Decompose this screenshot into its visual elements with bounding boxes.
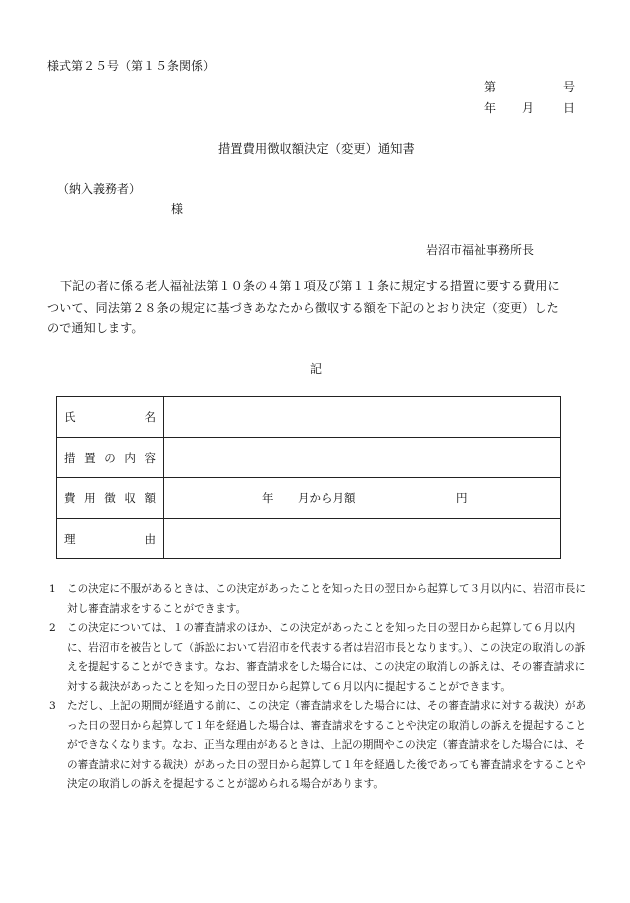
table-row-reason [57,519,561,559]
label-char: 徴 [104,491,116,505]
ki-marker: 記 [310,362,323,376]
note-text: この決定については、１の審査請求のほか、この決定があったことを知った日の翌日から起算して６月以内に、岩沼市を被告として（訴訟において岩沼市を代表する者は岩沼市長となります。）、この決定の取消しの訴えを提起することができます。なお、審査請求をした場合には、この決定の取消しの訴えは、その審査請求に対する裁決があったことを知った日の翌日から起算して６月以内に提起することができます。 [67,622,586,693]
fee-year: 年 [262,491,274,505]
fee-yen: 円 [456,491,468,505]
table-row-content [57,438,561,478]
detail-table [56,396,561,559]
table-row-fee [57,478,561,519]
note-item [49,580,595,619]
label-cell [57,438,164,478]
label-char: 名 [144,410,156,424]
label-reason [64,531,156,547]
label-char: 置 [84,450,96,465]
note-text: この決定に不服があるときは、この決定があったことを知った日の翌日から起算して３月以内に、岩沼市長に対し審査請求をすることができます。 [67,583,586,615]
label-char: 内 [124,450,136,465]
label-fee [64,490,156,506]
label-content [64,450,156,466]
label-cell [57,397,164,438]
label-char: 氏 [64,410,76,424]
label-char: 措 [64,450,76,465]
label-char: 額 [144,491,156,505]
note-item [49,697,595,795]
date-month: 月 [522,101,535,115]
note-text: ただし、上記の期間が経過する前に、この決定（審査請求をした場合には、その審査請求に対する裁決）があった日の翌日から起算して１年を経過した場合は、審査請求をすることや決定の取消しの訴えを提起することができなくなります。なお、正当な理由があるときは、上記の期間やこの決定（審査請求をした場合には、その審査請求に対する裁決）があった日の翌日から起算して１年を経過した後であっても審査請求をすることや決定の取消しの訴えを提起することが認められる場合があります。 [67,700,587,790]
label-name [64,409,156,425]
notes-section [49,580,595,795]
label-char: の [104,450,116,465]
label-char: 用 [84,491,96,505]
form-number: 様式第２５号（第１５条関係） [47,59,216,73]
body-line-3: ので通知します。 [47,321,144,335]
issuer-name: 岩沼市福祉事務所長 [426,243,535,257]
date-day: 日 [563,101,576,115]
note-item [49,619,595,697]
table-row-name [57,397,561,438]
fee-month-text: 月から月額 [298,491,356,505]
note-number: 1 [49,583,56,595]
label-char: 容 [144,450,156,465]
document-title: 措置費用徴収額決定（変更）通知書 [218,142,415,156]
value-cell-fee [164,478,561,519]
note-number: 3 [49,700,56,712]
body-line-2: ついて、同法第２８条の規定に基づきあなたから徴収する額を下記のとおり決定（変更）した [47,301,559,315]
document-number-label: 第 [484,80,497,94]
note-number: 2 [49,622,56,634]
label-char: 由 [144,531,156,546]
recipient-honorific: 様 [171,202,184,216]
label-char: 収 [124,491,136,505]
label-cell [57,519,164,559]
label-cell [57,478,164,519]
value-cell-name [164,397,561,438]
date-year: 年 [484,101,497,115]
body-line-1: 下記の者に係る老人福祉法第１０条の４第１項及び第１１条に規定する措置に要する費用に [60,279,560,293]
value-cell-reason [164,519,561,559]
recipient-label: （納入義務者） [57,182,142,196]
label-char: 理 [64,531,76,546]
document-number-suffix: 号 [563,80,576,94]
label-char: 費 [64,491,76,505]
value-cell-content [164,438,561,478]
